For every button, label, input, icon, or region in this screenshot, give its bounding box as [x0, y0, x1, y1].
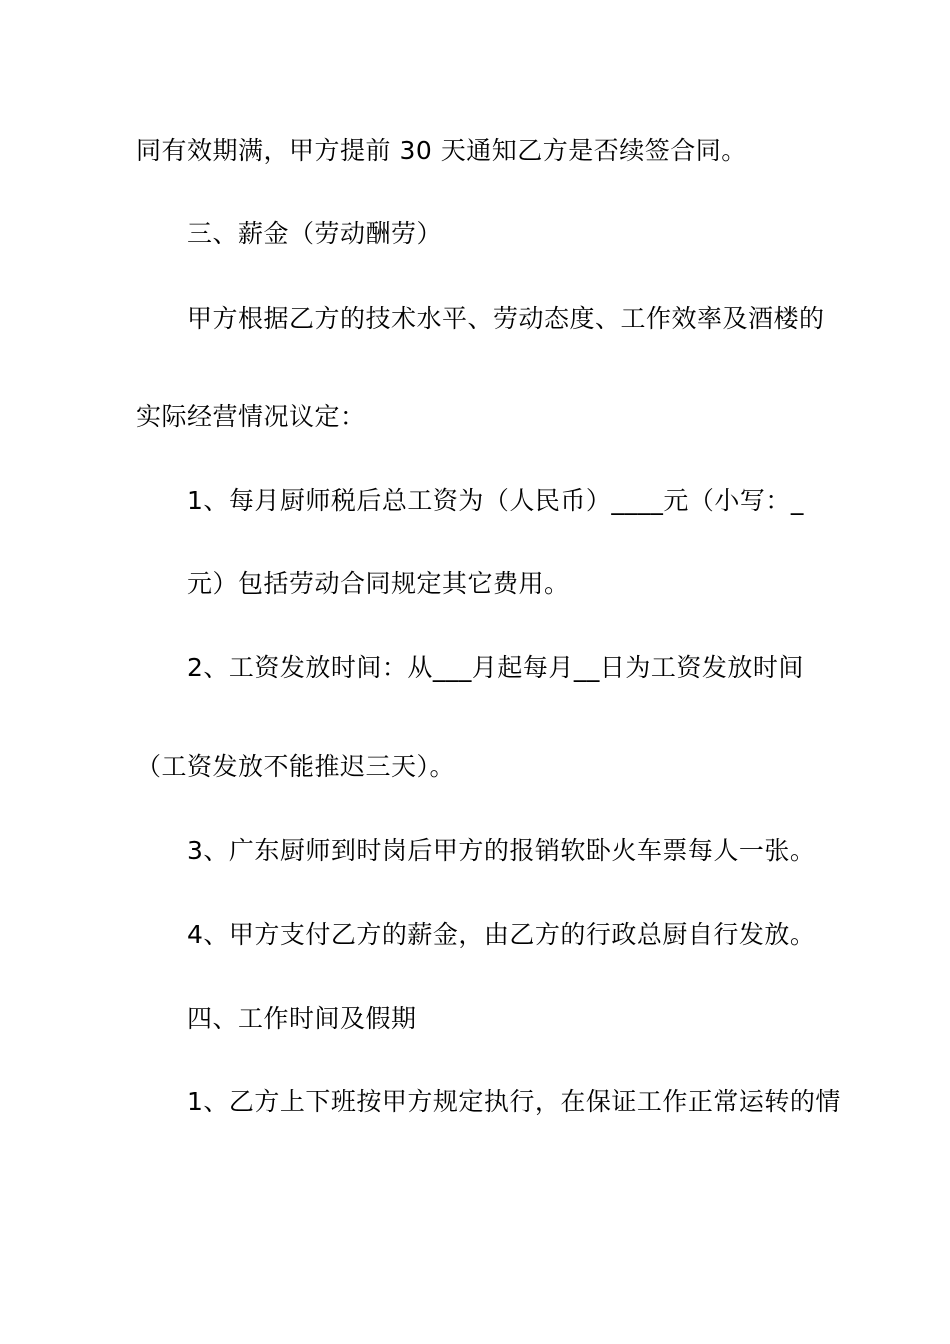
clause-item: 4、甲方支付乙方的薪金，由乙方的行政总厨自行发放。 — [187, 920, 816, 949]
clause-item: 1、乙方上下班按甲方规定执行，在保证工作正常运转的情 — [187, 1087, 841, 1116]
section-heading-salary: 三、薪金（劳动酬劳） — [187, 219, 443, 248]
clause-item: 1、每月厨师税后总工资为（人民币）____元（小写：_ — [187, 486, 804, 515]
clause-item: 2、工资发放时间：从___月起每月__日为工资发放时间 — [187, 653, 804, 682]
contract-text-line: 元）包括劳动合同规定其它费用。 — [187, 569, 570, 598]
clause-item: 3、广东厨师到时岗后甲方的报销软卧火车票每人一张。 — [187, 836, 816, 865]
contract-text-line: 实际经营情况议定： — [136, 402, 366, 431]
section-heading-work-time: 四、工作时间及假期 — [187, 1004, 417, 1033]
contract-text-line: 甲方根据乙方的技术水平、劳动态度、工作效率及酒楼的 — [187, 304, 825, 333]
contract-text-line: 同有效期满，甲方提前 30 天通知乙方是否续签合同。 — [136, 136, 747, 165]
contract-text-line: （工资发放不能推迟三天）。 — [136, 752, 456, 781]
